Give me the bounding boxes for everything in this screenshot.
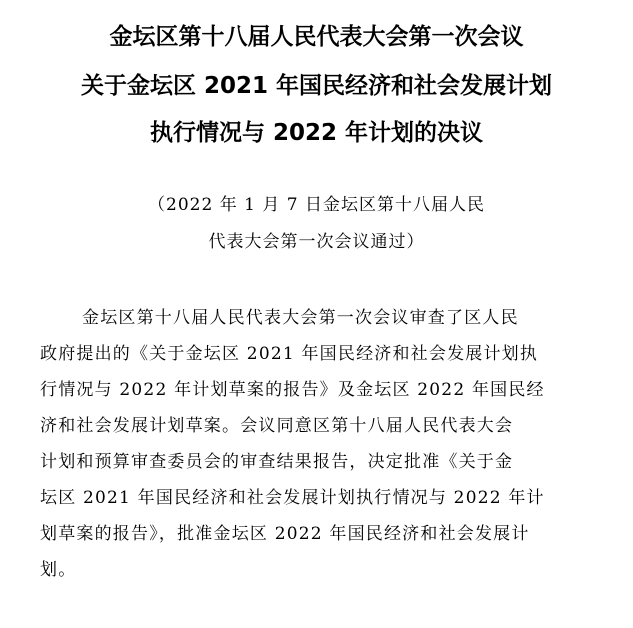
adoption-note-line-1: （2022 年 1 月 7 日金坛区第十八届人民 [148, 195, 485, 215]
body-line-3: 行情况与 2022 年计划草案的报告》及金坛区 2022 年国民经 [40, 380, 545, 400]
title-line-3: 执行情况与 2022 年计划的决议 [149, 120, 484, 146]
body-line-8: 划。 [40, 560, 77, 580]
adoption-note-line-2: 代表大会第一次会议通过） [208, 232, 425, 252]
body-line-5: 计划和预算审查委员会的审查结果报告，决定批准《关于金 [40, 452, 514, 472]
body-line-2: 政府提出的《关于金坛区 2021 年国民经济和社会发展计划执 [40, 344, 539, 364]
body-line-4: 济和社会发展计划草案。会议同意区第十八届人民代表大会 [40, 416, 514, 436]
title-line-1: 金坛区第十八届人民代表大会第一次会议 [109, 24, 524, 50]
body-line-1: 金坛区第十八届人民代表大会第一次会议审查了区人民 [82, 308, 519, 328]
title-line-2: 关于金坛区 2021 年国民经济和社会发展计划 [80, 73, 553, 99]
body-line-7: 划草案的报告》，批准金坛区 2022 年国民经济和社会发展计 [40, 524, 530, 544]
body-line-6: 坛区 2021 年国民经济和社会发展计划执行情况与 2022 年计 [40, 488, 545, 508]
